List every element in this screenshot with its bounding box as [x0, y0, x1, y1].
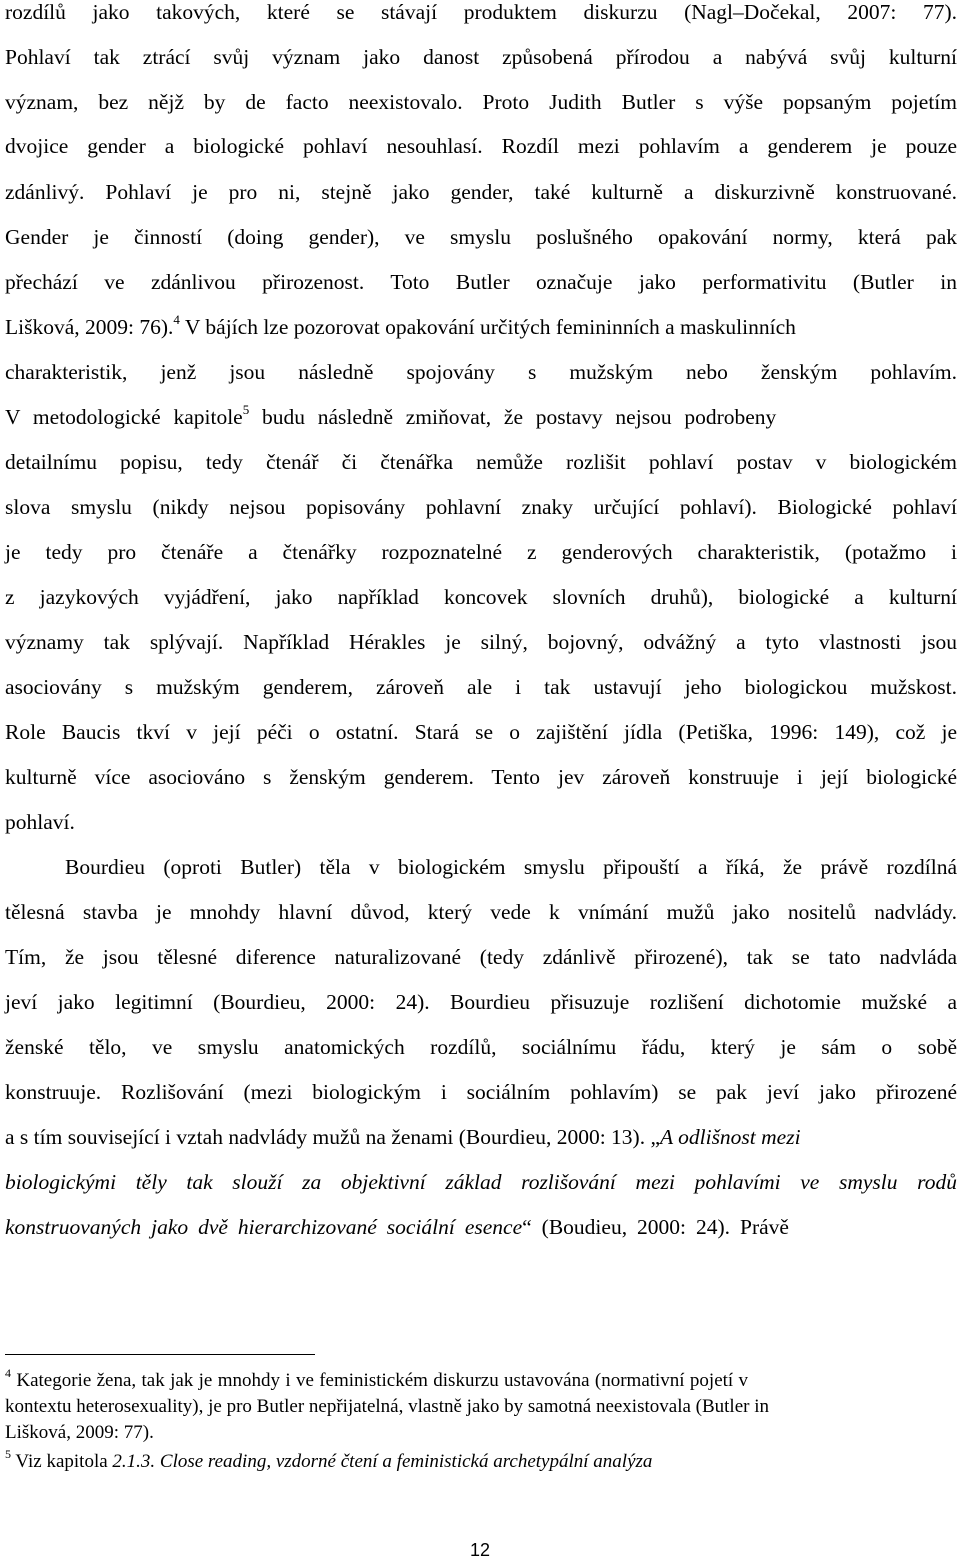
footnote-mark-5: 5: [5, 1446, 11, 1461]
footnote-ref-4[interactable]: 4: [173, 311, 180, 327]
body-line: význam, bez nějž by de facto neexistovalo. Proto Judith Butler s výše popsaným pojetím: [5, 90, 957, 114]
body-line: slova smyslu (nikdy nejsou popisovány pohlavní znaky určující pohlaví). Biologické pohlaví: [5, 495, 957, 519]
body-line: ženské tělo, ve smyslu anatomických rozdílů, sociálnímu řádu, který je sám o sobě: [5, 1035, 957, 1059]
body-line: konstruuje. Rozlišování (mezi biologickým i sociálním pohlavím) se pak jeví jako přirozené: [5, 1080, 957, 1104]
footnote-text: Viz kapitola: [11, 1451, 113, 1472]
footnote-4: [5, 1365, 957, 1392]
body-line: přechází ve zdánlivou přirozenost. Toto Butler označuje jako performativitu (Butler in: [5, 270, 957, 294]
body-line: rozdílů jako takových, které se stávají produktem diskurzu (Nagl–Dočekal, 2007: 77).: [5, 0, 957, 24]
page-number: 12: [469, 1540, 491, 1560]
body-line: [5, 311, 957, 340]
body-line: Pohlaví tak ztrácí svůj význam jako danost způsobená přírodou a nabývá svůj kulturní: [5, 45, 957, 69]
body-line: z jazykových vyjádření, jako například koncovek slovních druhů), biologické a kulturní: [5, 585, 957, 609]
body-line: významy tak splývají. Například Hérakles je silný, bojovný, odvážný a tyto vlastnosti jsou: [5, 630, 957, 654]
footnote-ref-5[interactable]: 5: [242, 401, 250, 417]
body-line: kulturně více asociováno s ženským genderem. Tento jev zároveň konstruuje i její biologické: [5, 765, 957, 789]
footnote-chapter-ref: 2.1.3. Close reading, vzdorné čtení a feministická archetypální analýza: [112, 1451, 653, 1472]
quote-text: A odlišnost mezi: [660, 1125, 801, 1149]
body-line: Role Baucis tkví v její péči o ostatní. Stará se o zajištění jídla (Petiška, 1996: 149), což je: [5, 720, 957, 744]
footnote-4-cont: Lišková, 2009: 77).: [5, 1422, 154, 1443]
body-line: detailnímu popisu, tedy čtenář či čtenářka nemůže rozlišit pohlaví postav v biologickém: [5, 450, 957, 474]
body-text: Lišková, 2009: 76).: [5, 315, 174, 339]
body-text: “ (Boudieu, 2000: 24). Právě: [522, 1215, 789, 1239]
body-line: [5, 1215, 957, 1240]
footnote-5: [5, 1446, 957, 1473]
body-text: V bájích lze pozorovat opakování určitých femininních a maskulinních: [179, 315, 796, 339]
body-text: V metodologické kapitole: [5, 405, 243, 429]
body-line: Bourdieu (oproti Butler) těla v biologickém smyslu připouští a říká, že právě rozdílná: [65, 855, 957, 879]
quote-text: biologickými těly tak slouží za objektivní základ rozlišování mezi pohlavími ve smyslu rodů: [5, 1170, 957, 1194]
body-line: tělesná stavba je mnohdy hlavní důvod, který vede k vnímání mužů jako nositelů nadvlády.: [5, 900, 957, 924]
body-line: pohlaví.: [5, 810, 75, 834]
body-line: je tedy pro čtenáře a čtenářky rozpoznatelné z genderových charakteristik, (potažmo i: [5, 540, 957, 564]
body-text: a s tím související i vztah nadvlády mužů na ženami (Bourdieu, 2000: 13). „: [5, 1125, 660, 1149]
body-line: jeví jako legitimní (Bourdieu, 2000: 24). Bourdieu přisuzuje rozlišení dichotomie mužské a: [5, 990, 957, 1014]
body-line: charakteristik, jenž jsou následně spojovány s mužským nebo ženským pohlavím.: [5, 360, 957, 384]
body-line: Tím, že jsou tělesné diference naturalizované (tedy zdánlivě přirozené), tak se tato nadvláda: [5, 945, 957, 969]
quote-text: konstruovaných jako dvě hierarchizované sociální esence: [5, 1215, 523, 1239]
footnote-separator: [5, 1354, 315, 1355]
body-line: [5, 1125, 957, 1150]
body-line: [5, 401, 957, 430]
footnote-4-cont: kontextu heterosexuality), je pro Butler nepřijatelná, vlastně jako by samotná neexistovala (Butler in: [5, 1396, 769, 1417]
footnote-text: Kategorie žena, tak jak je mnohdy i ve feministickém diskurzu ustavována (normativní pojetí v: [11, 1370, 749, 1391]
body-text: budu následně zmiňovat, že postavy nejsou podrobeny: [249, 405, 777, 429]
body-line: dvojice gender a biologické pohlaví nesouhlasí. Rozdíl mezi pohlavím a genderem je pouze: [5, 134, 957, 158]
body-line: [5, 1170, 957, 1195]
body-line: asociovány s mužským genderem, zároveň ale i tak ustavují jeho biologickou mužskost.: [5, 675, 957, 699]
body-line: Gender je činností (doing gender), ve smyslu poslušného opakování normy, která pak: [5, 225, 957, 249]
footnote-mark-4: 4: [5, 1365, 11, 1380]
body-line: zdánlivý. Pohlaví je pro ni, stejně jako gender, také kulturně a diskurzivně konstruované.: [5, 180, 957, 204]
